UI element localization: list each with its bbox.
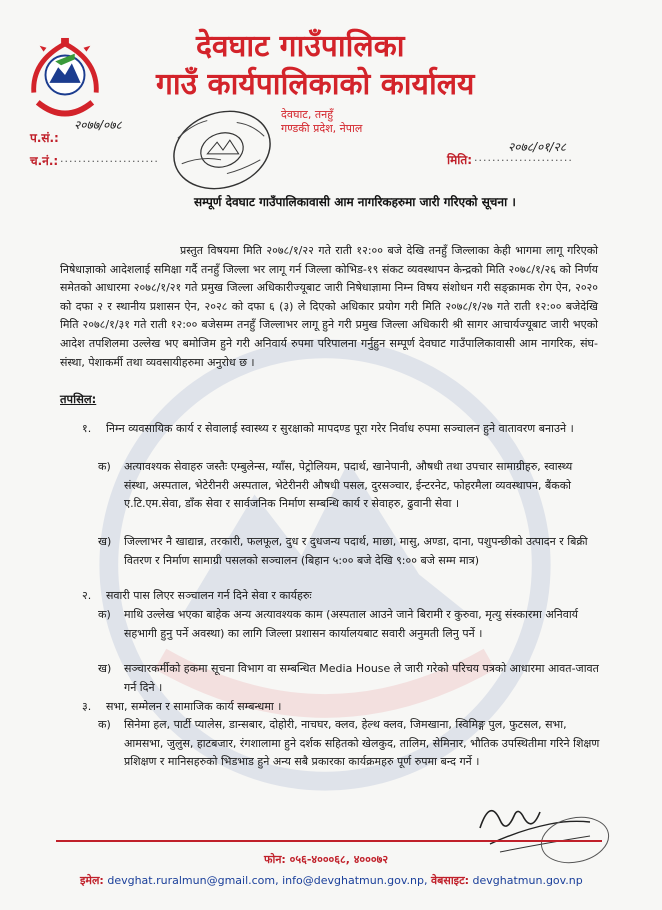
footer-divider <box>56 840 602 842</box>
website-value[interactable]: devghatmun.gov.np <box>472 874 583 887</box>
notice-subject: सम्पूर्ण देवघाट गाउँपालिकावासी आम नागरिकहरुमा जारी गरिएको सूचना । <box>194 195 516 209</box>
item-number: क) <box>98 460 111 473</box>
item-text: जिल्लाभर नै खाद्यान्न, तरकारी, फलफूल, दुध र दुधजन्य पदार्थ, माछा, मासु, अण्डा, दाना, पशुपन्छीको उत्पादन र बिक्री वितरण र निर्माण सामाग्री पसलको सञ्चालन (बिहान ५:०० बजे देखि ९:०० बजे सम्म मात्र) <box>124 535 588 567</box>
reference-number: २०७७/०७८ <box>74 118 122 132</box>
item-number: १. <box>82 422 92 435</box>
signature-icon <box>470 788 610 868</box>
item-number: ख) <box>98 535 112 548</box>
item-text: अत्यावश्यक सेवाहरु जस्तैः एम्बुलेन्स, ग्याँस, पेट्रोलियम, पदार्थ, खानेपानी, औषधी तथा उपचार सामाग्रीहरु, स्वास्थ्य संस्था, अस्पताल, भेटेरीनरी अस्पताल, भेटेरीनरी औषधी पसल, दुरसञ्चार, ईन्टरनेट, फोहरमैला व्यवस्थापन, बैंकको ए.टि.एम.सेवा, डाँक सेवा र सार्वजनिक निर्माण सम्बन्धि कार्य र सेवाहरु, ढुवानी सेवा । <box>124 460 573 511</box>
schedule-heading: तपसिल: <box>60 392 97 406</box>
reference-label: प.सं.: <box>30 131 59 145</box>
item-text: सवारी पास लिएर सञ्चालन गर्न दिने सेवा र कार्यहरुः <box>106 589 312 602</box>
item-text: सञ्चारकर्मीको हकमा सूचना विभाग वा सम्बन्धित Media House ले जारी गरेको परिचय पत्रको आधारमा आवत-जावत गर्न दिने । <box>124 662 599 694</box>
email-values[interactable]: devghat.ruralmun@gmail.com, info@devghatmun.gov.np, <box>107 874 428 887</box>
date-label: मिति: <box>447 153 473 167</box>
item-text: निम्न व्यवसायिक कार्य र सेवालाई स्वास्थ्य र सुरक्षाको मापदण्ड पूरा गरेर निर्वाध रुपमा सञ्चालन हुने वातावरण बनाउने । <box>106 422 574 435</box>
item-number: ३. <box>82 700 92 713</box>
item-text: सिनेमा हल, पार्टी प्यालेस, डान्सबार, दोहोरी, नाचघर, क्लव, हेल्थ क्लव, जिमखाना, स्विमिङ्ग पुल, फुटसल, सभा, आमसभा, जुलुस, हाटबजार, रंगशालामा हुने दर्शक सहितको खेलकुद, तालिम, सेमिनार, भौतिक उपस्थितीमा गरिने शिक्षण प्रशिक्षण र मानिसहरुको भिडभाड हुने अन्य सबै प्रकारका कार्यक्रमहरु पूर्ण रुपमा बन्द गर्ने । <box>124 718 600 769</box>
address-line2: गण्डकी प्रदेश, नेपाल <box>281 122 363 136</box>
item-text: सभा, सम्मेलन र सामाजिक कार्य सम्बन्धमा । <box>106 700 282 713</box>
item-text: माथि उल्लेख भएका बाहेक अन्य अत्यावश्यक काम (अस्पताल आउने जाने बिरामी र कुरुवा, मृत्यु संस्कारमा अनिवार्य सहभागी हुनु पर्ने अवस्था) का लागि जिल्ला प्रशासन कार्यालयबाट सवारी अनुमती लिनु पर्ने । <box>124 608 579 640</box>
dispatch-blank: ...................... <box>60 152 159 165</box>
office-title-line2: गाउँ कार्यपालिकाको कार्यालय <box>156 67 475 102</box>
dispatch-label: च.नं.: <box>30 154 59 168</box>
item-number: २. <box>82 589 92 602</box>
website-label: वेबसाइट: <box>430 874 470 887</box>
office-stamp-icon <box>168 104 276 196</box>
date-blank: ...................... <box>474 151 573 164</box>
address-line1: देवघाट, तनहुँ <box>281 108 334 121</box>
office-address <box>281 108 362 137</box>
item-number: क) <box>98 608 111 621</box>
office-title-line1: देवघाट गाउँपालिका <box>196 29 405 64</box>
item-number: क) <box>98 718 111 731</box>
main-paragraph: प्रस्तुत विषयमा मिति २०७८/१/२२ गते राती १२:०० बजे देखि तनहुँ जिल्लाका केही भागमा लागू गरिएको निषेधाज्ञाको आदेशलाई समिक्षा गर्दै तनहुँ जिल्ला भर लागू गर्न जिल्ला कोभिड-१९ संकट व्यवस्थापन केन्द्रको मिति २०७८/१/२६ को निर्णय समेतको आधारमा २०७८/१/२१ गते प्रमुख जिल्ला अधिकारीज्यूबाट जारी निषेधाज्ञामा निम्न विषय संशोधन गरी सङ्क्रामक रोग ऐन, २०२० को दफा २ र स्थानीय प्रशासन ऐन, २०२८ को दफा ६ (३) ले दिएको अधिकार प्रयोग गरी मिति २०७८/१/२७ गते राती १२:०० बजेदेखि मिति २०७८/१/३१ गते राती १२:०० बजेसम्म तनहुँ जिल्लाभर लागू हुने गरी प्रमुख जिल्ला अधिकारी श्री सागर आचार्यज्यूबाट जारी भएको आदेश तपशिलमा उल्लेख भए बमोजिम हुने गरी अनिवार्य रुपमा परिपालना गर्नुहुन सम्पूर्ण देवघाट गाउँपालिकावासी आम नागरिक, संघ-संस्था, पेशाकर्मी तथा व्यवसायीहरुमा अनुरोध छ । <box>60 244 598 369</box>
footer-phone: फोन: ०५६-४०००६८, ४०००७२ <box>264 853 389 866</box>
item-number: ख) <box>98 662 112 675</box>
municipality-logo-icon <box>26 32 104 120</box>
email-label: इमेल: <box>80 874 104 887</box>
letter-date: २०७८/०१/२८ <box>508 140 567 154</box>
footer-contact <box>80 873 583 888</box>
